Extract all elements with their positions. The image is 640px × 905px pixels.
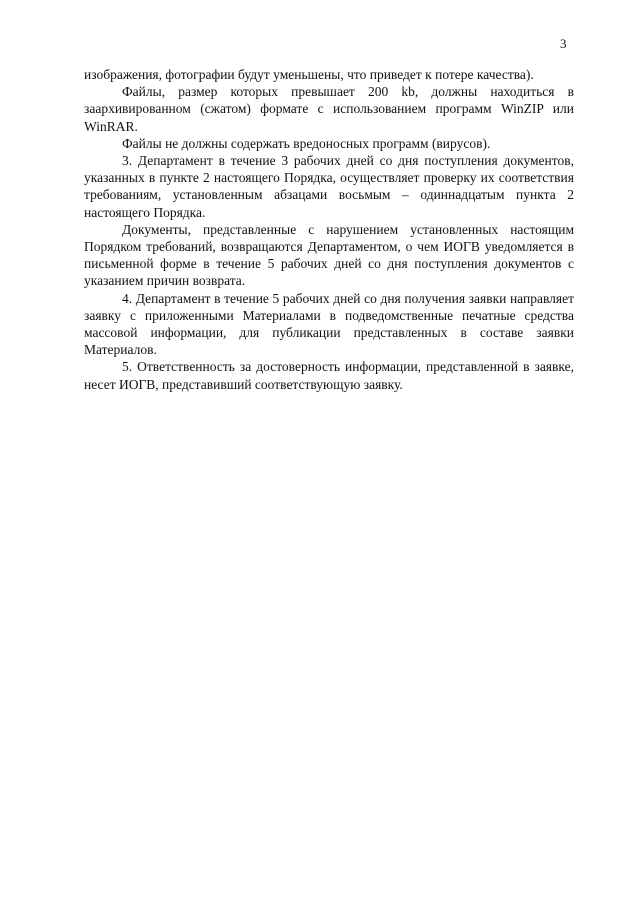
paragraph-4: 3. Департамент в течение 3 рабочих дней со дня поступления документов, указанных в пункте 2 настоящего Порядка, осуществляет проверку их соответствия требованиям, установленным абзацами восьмым – одиннадцатым пункта 2 настоящего Порядка.: [84, 153, 574, 220]
document-body: [84, 66, 574, 393]
paragraph-5: Документы, представленные с нарушением установленных настоящим Порядком требований, возвращаются Департаментом, о чем ИОГВ уведомляется в письменной форме в течение 5 рабочих дней со дня поступления документов с указанием причин возврата.: [84, 221, 574, 289]
paragraph-6: 4. Департамент в течение 5 рабочих дней со дня получения заявки направляет заявку с приложенными Материалами в подведомственные печатные средства массовой информации, для публикации представленных в составе заявки Материалов.: [84, 290, 574, 358]
page-number: 3: [560, 36, 567, 51]
paragraph-7: 5. Ответственность за достоверность информации, представленной в заявке, несет ИОГВ, представивший соответствующую заявку.: [84, 359, 574, 392]
paragraph-2: Файлы, размер которых превышает 200 kb, должны находиться в заархивированном (сжатом) формате с использованием программ WinZIP или WinRAR.: [84, 84, 574, 134]
paragraph-1: изображения, фотографии будут уменьшены, что приведет к потере качества).: [84, 67, 534, 82]
paragraph-3: Файлы не должны содержать вредоносных программ (вирусов).: [122, 135, 491, 151]
